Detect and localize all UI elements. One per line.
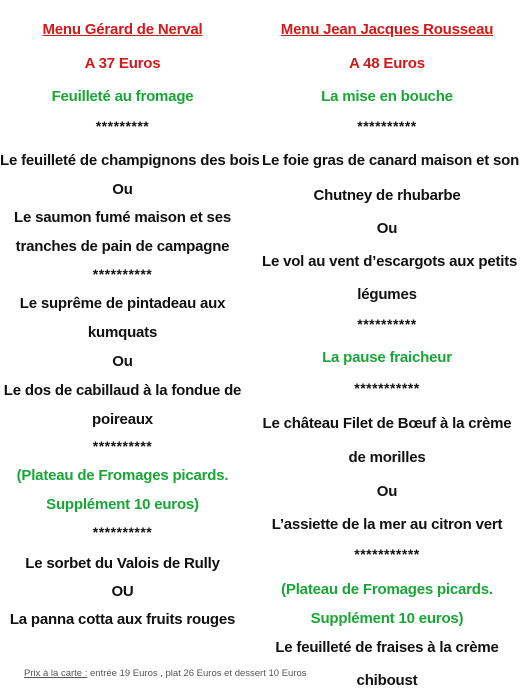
menu-line: Ou [376, 483, 398, 500]
menu-line: OU [111, 583, 134, 600]
menu-line: Le saumon fumé maison et ses [14, 209, 231, 226]
menu-line: Le château Filet de Bœuf à la crème [262, 415, 512, 432]
menu-price: A 48 Euros [349, 55, 425, 72]
menu-line: Ou [112, 353, 133, 370]
menu-line: L’assiette de la mer au citron vert [271, 516, 503, 533]
separator-stars: ********** [357, 316, 417, 332]
menu-line: tranches de pain de campagne [15, 238, 230, 255]
menu-line: Feuilleté au fromage [51, 88, 194, 105]
menu-line: Le foie gras de canard maison et son [262, 152, 520, 169]
menu-line: (Plateau de Fromages picards. [16, 467, 229, 484]
menu-line: Le dos de cabillaud à la fondue de [3, 382, 242, 399]
price-footnote [24, 668, 307, 679]
separator-stars: *********** [354, 546, 420, 562]
separator-stars: ********** [357, 118, 417, 134]
menu-line: Le feuilleté de champignons des bois [0, 152, 260, 169]
menu-line: La panna cotta aux fruits rouges [9, 611, 236, 628]
separator-stars: ********** [92, 438, 153, 454]
menu-line: Le vol au vent d’escargots aux petits [262, 253, 518, 270]
menu-line: Le suprême de pintadeau aux [19, 295, 226, 312]
menu-line: kumquats [87, 324, 158, 341]
price-footnote-label: Prix à la carte : [24, 668, 88, 679]
menu-line: de morilles [348, 449, 426, 466]
separator-stars: ********** [92, 524, 153, 540]
separator-stars: *********** [354, 380, 420, 396]
menu-line: poireaux [92, 411, 153, 428]
price-footnote-text: entrée 19 Euros , plat 26 Euros et dessert 10 Euros [87, 668, 307, 679]
menu-line: légumes [357, 286, 417, 303]
menu-line: Supplément 10 euros) [46, 496, 199, 513]
menu-title: Menu Jean Jacques Rousseau [280, 21, 494, 38]
menu-line: Ou [112, 181, 133, 198]
menu-line: chiboust [356, 672, 418, 689]
menu-line: La mise en bouche [321, 88, 453, 105]
menu-line: Le feuilleté de fraises à la crème [275, 639, 499, 656]
separator-stars: ********** [92, 266, 153, 282]
separator-stars: ********* [95, 118, 150, 134]
menu-line: La pause fraicheur [322, 349, 452, 366]
menu-line: Supplément 10 euros) [310, 610, 464, 627]
menu-line: Le sorbet du Valois de Rully [25, 555, 220, 572]
menu-line: (Plateau de Fromages picards. [281, 581, 493, 598]
menu-line: Chutney de rhubarbe [313, 187, 461, 204]
menu-line: Ou [376, 220, 398, 237]
menu-title: Menu Gérard de Nerval [42, 21, 203, 38]
menu-price: A 37 Euros [84, 55, 161, 72]
